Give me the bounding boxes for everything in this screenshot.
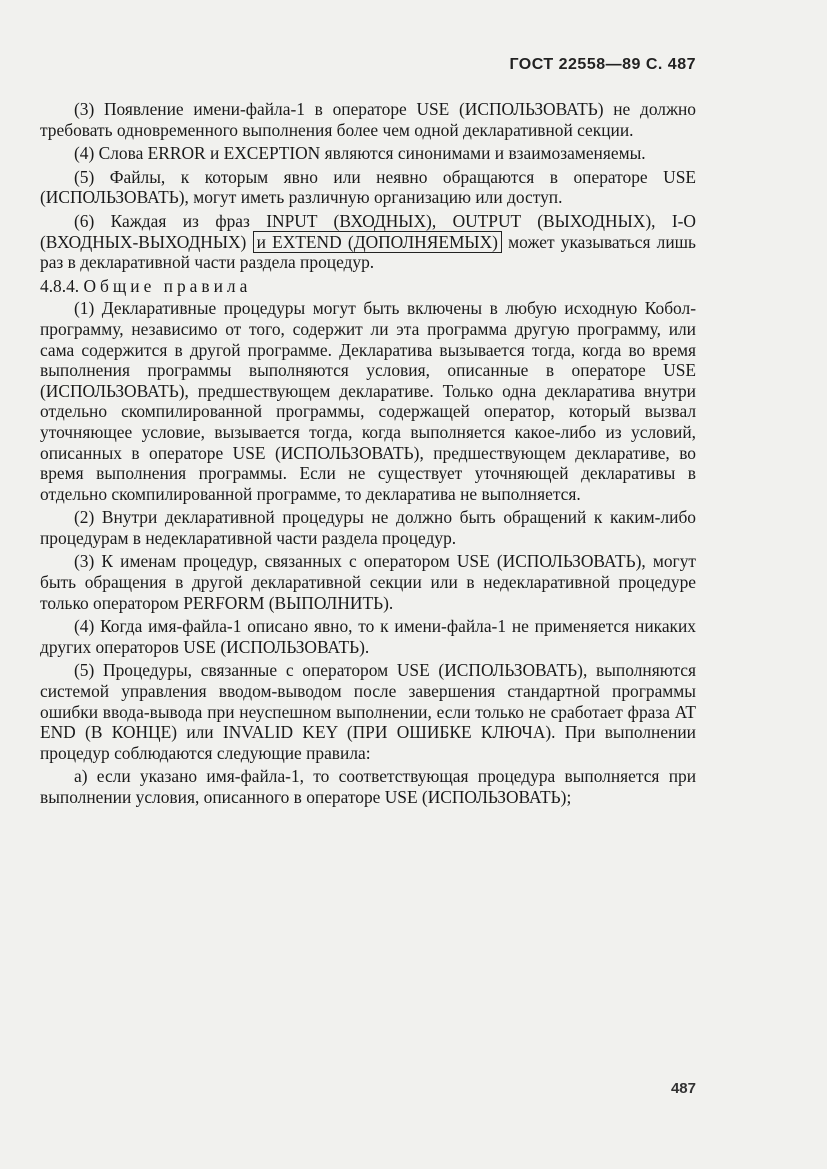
document-page xyxy=(40,0,696,1169)
section-title: Общие правила xyxy=(83,275,252,296)
phrases-text-start: (6) Каждая из фраз INPUT (ВХОДНЫХ), OUTPUT (ВЫХОДНЫХ), I-O (ВХОДНЫХ-ВЫХОДНЫХ) xyxy=(40,210,696,252)
rule-3: (3) К именам процедур, связанных с оператором USE (ИСПОЛЬЗОВАТЬ), могут быть обращения в другой декларативной секции или в недекларативной процедуре только оператором PERFORM (ВЫПОЛНИТЬ). xyxy=(40,551,696,613)
paragraph-error-exception: (4) Слова ERROR и EXCEPTION являются синонимами и взаимозаменяемы. xyxy=(74,143,646,164)
boxed-extend-phrase: и EXTEND (ДОПОЛНЯЕМЫХ) xyxy=(253,231,502,253)
running-header: ГОСТ 22558—89 С. 487 xyxy=(509,56,696,73)
rule-1: (1) Декларативные процедуры могут быть включены в любую исходную Кобол-программу, независимо от того, содержит ли эта программа другую программу, или сама содержится в другой программе. Декларатива вызывается тогда, когда во время выполнения программы выполняются условия, описанные в операторе USE (ИСПОЛЬЗОВАТЬ), предшествующем декларативе. Только одна декларатива внутри отдельно скомпилированной программы, содержащей оператор, который вызвал уточняющее условие, вызывается тогда, когда выполняется какое-либо из условий, описанных в операторе USE (ИСПОЛЬЗОВАТЬ), предшествующем декларативе, во время выполнения программы. Если не существует уточняющей декларативы в отдельно скомпилированной программе, то декларатива не выполняется. xyxy=(40,298,696,504)
rule-5a: а) если указано имя-файла-1, то соответствующая процедура выполняется при выполнении условия, описанного в операторе USE (ИСПОЛЬЗОВАТЬ); xyxy=(40,766,696,807)
rule-4: (4) Когда имя-файла-1 описано явно, то к имени-файла-1 не применяется никаких других операторов USE (ИСПОЛЬЗОВАТЬ). xyxy=(40,616,696,657)
phrases-text-end: может указываться лишь раз в декларативной части раздела процедур. xyxy=(40,231,696,273)
section-number: 4.8.4. xyxy=(40,275,80,296)
document-body xyxy=(40,99,696,811)
paragraph-use-file-1: (3) Появление имени-файла-1 в операторе USE (ИСПОЛЬЗОВАТЬ) не должно требовать одновременного выполнения более чем одной декларативной секции. xyxy=(40,99,696,140)
paragraph-files-organization: (5) Файлы, к которым явно или неявно обращаются в операторе USE (ИСПОЛЬЗОВАТЬ), могут иметь различную организацию или доступ. xyxy=(40,166,696,208)
rule-5: (5) Процедуры, связанные с оператором USE (ИСПОЛЬЗОВАТЬ), выполняются системой управления вводом-выводом после завершения стандартной программы ошибки ввода-вывода при неуспешном выполнении, если только не сработает фраза AT END (В КОНЦЕ) или INVALID KEY (ПРИ ОШИБКЕ КЛЮЧА). При выполнении процедур соблюдаются следующие правила: xyxy=(40,660,696,763)
page-number: 487 xyxy=(670,1080,696,1097)
section-heading xyxy=(40,276,696,297)
paragraph-phrases xyxy=(40,211,696,273)
rule-2: (2) Внутри декларативной процедуры не должно быть обращений к каким-либо процедурам в недекларативной части раздела процедур. xyxy=(40,507,696,548)
